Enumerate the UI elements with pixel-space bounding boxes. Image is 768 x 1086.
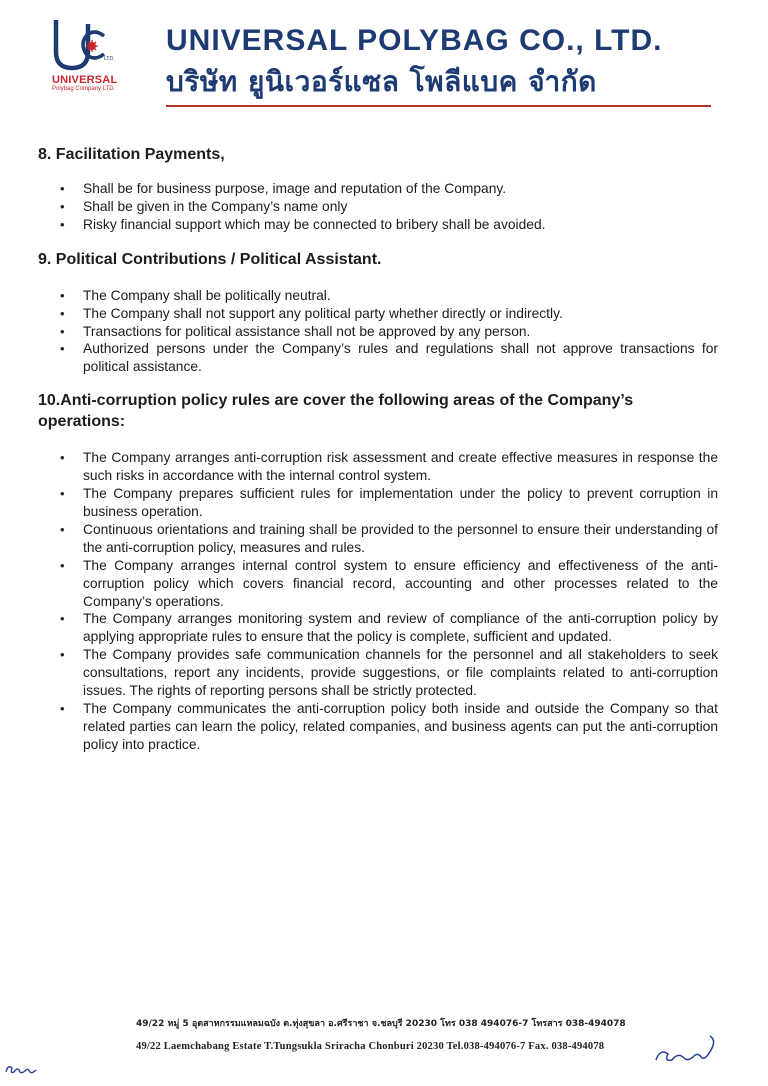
list-item-text: The Company arranges anti-corruption risk assessment and create effective measures in response the such risks in accordance with the internal control system. — [83, 450, 718, 484]
list-item-text: Shall be given in the Company’s name only — [83, 198, 348, 214]
list-item — [38, 557, 718, 611]
section-political-contributions — [38, 250, 718, 377]
list-item-text: The Company prepares sufficient rules for implementation under the policy to prevent corruption in business operation. — [83, 486, 718, 519]
list-item — [38, 700, 718, 754]
list-item — [38, 180, 718, 198]
footer-address-thai: 49/22 หมู่ 5 อุตสาหกรรมแหลมฉบัง ต.ทุ่งสุขลา อ.ศรีราชา จ.ชลบุรี 20230 โทร 038 494076-7 โทรสาร 038-494078 — [136, 1019, 626, 1029]
header-divider — [166, 105, 711, 107]
bullet-icon: • — [60, 521, 65, 537]
bullet-icon: • — [60, 647, 65, 663]
bullet-icon: • — [60, 198, 65, 214]
handwritten-initials-left-icon — [2, 1058, 42, 1080]
section-anti-corruption-rules — [38, 390, 718, 753]
section-heading: 9. Political Contributions / Political Assistant. — [38, 250, 382, 268]
list-item — [38, 646, 718, 700]
bullet-list — [38, 180, 718, 234]
list-item-text: The Company shall not support any political party whether directly or indirectly. — [83, 305, 563, 321]
list-item-text: The Company arranges internal control system to ensure efficiency and effectiveness of the anti-corruption policy which covers financial record, accounting and other processes related to the Company’s operations. — [83, 557, 718, 609]
company-name-thai: บริษัท ยูนิเวอร์แซล โพลีแบค จำกัด — [166, 65, 597, 98]
bullet-icon: • — [60, 287, 65, 303]
section-facilitation-payments — [38, 145, 718, 234]
bullet-icon: • — [60, 611, 65, 627]
bullet-icon: • — [60, 450, 65, 466]
list-item-text: The Company shall be politically neutral. — [83, 287, 331, 303]
list-item — [38, 340, 718, 376]
footer-address-english: 49/22 Laemchabang Estate T.Tungsukla Sriracha Chonburi 20230 Tel.038-494076-7 Fax. 038-494078 — [136, 1041, 605, 1052]
document-body — [38, 145, 718, 754]
list-item — [38, 610, 718, 646]
list-item-text: Authorized persons under the Company’s rules and regulations shall not approve transactions for political assistance. — [83, 341, 718, 375]
bullet-icon: • — [60, 305, 65, 321]
bullet-icon: • — [60, 486, 65, 502]
bullet-icon: • — [60, 557, 65, 573]
section-heading: 10.Anti-corruption policy rules are cover the following areas of the Company’s operations: — [38, 392, 634, 431]
bullet-list — [38, 287, 718, 377]
list-item-text: Shall be for business purpose, image and reputation of the Company. — [83, 181, 507, 196]
list-item-text: The Company communicates the anti-corruption policy both inside and outside the Company so that related parties can learn the policy, related companies, and business agents can put the anti-corruption policy into practice. — [83, 700, 718, 752]
list-item — [38, 287, 718, 305]
company-name-english: UNIVERSAL POLYBAG CO., LTD. — [166, 24, 663, 57]
bullet-icon: • — [60, 181, 65, 196]
list-item-text: Continuous orientations and training shall be provided to the personnel to ensure their understanding of the anti-corruption policy, measures and rules. — [83, 521, 718, 555]
list-item-text: The Company arranges monitoring system and review of compliance of the anti-corruption policy by applying appropriate rules to ensure that the policy is complete, sufficient and updated. — [83, 611, 718, 645]
bullet-icon: • — [60, 341, 65, 357]
logo-mark-sub: LTD. — [104, 56, 115, 62]
list-item — [38, 485, 718, 521]
list-item — [38, 449, 718, 485]
bullet-icon: • — [60, 323, 65, 339]
bullet-icon: • — [60, 216, 65, 232]
list-item-text: Risky financial support which may be connected to bribery shall be avoided. — [83, 216, 546, 232]
list-item — [38, 521, 718, 557]
list-item-text: Transactions for political assistance shall not be approved by any person. — [83, 323, 531, 339]
logo-subtitle: Polybag Company LTD. — [52, 86, 116, 92]
list-item-text: The Company provides safe communication channels for the personnel and all stakeholders to seek consultations, report any incidents, provide suggestions, or file complaints related to anti-corruption issues. The rights of reporting persons shall be strictly protected. — [83, 647, 718, 699]
logo-name: UNIVERSAL — [52, 74, 118, 86]
section-heading: 8. Facilitation Payments, — [38, 146, 225, 163]
bullet-list — [38, 449, 718, 753]
handwritten-initials-right-icon — [650, 1030, 722, 1070]
list-item — [38, 198, 718, 216]
company-logo — [46, 14, 126, 94]
list-item — [38, 323, 718, 341]
list-item — [38, 216, 718, 234]
bullet-icon: • — [60, 700, 65, 716]
list-item — [38, 305, 718, 323]
